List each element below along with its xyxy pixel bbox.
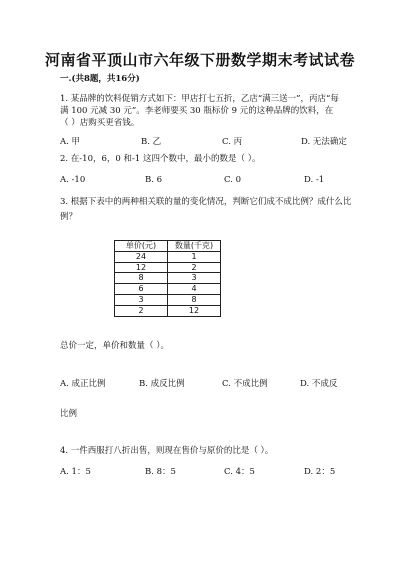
table-header-cell: 数量(千克) bbox=[168, 241, 221, 252]
table-cell: 8 bbox=[168, 294, 221, 305]
table-cell: 6 bbox=[115, 284, 168, 295]
table-row bbox=[115, 294, 221, 305]
question-1-option-a: A. 甲 bbox=[60, 137, 81, 147]
question-3-option-a: A. 成正比例 bbox=[60, 379, 106, 389]
question-4-option-d: D. 2：5 bbox=[304, 467, 336, 477]
table-row bbox=[115, 273, 221, 284]
question-4-text: 4. 一件西服打八折出售，则现在售价与原价的比是（ ）。 bbox=[60, 446, 274, 456]
section-heading: 一.(共8题，共16分) bbox=[60, 74, 140, 84]
table-cell: 8 bbox=[115, 273, 168, 284]
question-1-line-2: 满 100 元减 30 元”。李老师要买 30 瓶标价 9 元的这种品牌的饮料，在 bbox=[60, 106, 334, 116]
question-4-option-a: A. 1：5 bbox=[60, 467, 91, 477]
question-2-option-a: A. -10 bbox=[60, 175, 86, 185]
table-header-row bbox=[115, 241, 221, 252]
table-cell: 3 bbox=[168, 273, 221, 284]
question-1-option-b: B. 乙 bbox=[141, 137, 162, 147]
table-row bbox=[115, 262, 221, 273]
question-4-option-b: B. 8：5 bbox=[145, 467, 176, 477]
page-title: 河南省平顶山市六年级下册数学期末考试试卷 bbox=[44, 51, 355, 69]
table-cell: 4 bbox=[168, 284, 221, 295]
question-3-option-d-continuation: 比例 bbox=[60, 409, 78, 419]
question-3-option-d: D. 不成反 bbox=[300, 379, 338, 389]
question-2-option-d: D. -1 bbox=[304, 175, 325, 185]
question-2-text: 2. 在-10，6，0 和-1 这四个数中，最小的数是（ ）。 bbox=[60, 154, 261, 164]
table-cell: 2 bbox=[168, 262, 221, 273]
question-3-option-b: B. 成反比例 bbox=[139, 379, 185, 389]
question-1-option-d: D. 无法确定 bbox=[301, 137, 347, 147]
table-cell: 12 bbox=[168, 305, 221, 316]
question-3-line-1: 3. 根据下表中的两种相关联的量的变化情况，判断它们成不成比例？成什么比 bbox=[60, 197, 352, 207]
question-2-option-b: B. 6 bbox=[145, 175, 163, 185]
table-cell: 1 bbox=[168, 251, 221, 262]
table-cell: 24 bbox=[115, 251, 168, 262]
table-row bbox=[115, 251, 221, 262]
table-cell: 3 bbox=[115, 294, 168, 305]
question-1-option-c: C. 丙 bbox=[222, 137, 243, 147]
question-4-option-c: C. 4：5 bbox=[224, 467, 255, 477]
question-3-option-c: C. 不成比例 bbox=[222, 379, 268, 389]
question-1-line-3: （ ）店购买更省钱。 bbox=[60, 118, 140, 128]
question-2-option-c: C. 0 bbox=[224, 175, 242, 185]
table-cell: 12 bbox=[115, 262, 168, 273]
table-row bbox=[115, 284, 221, 295]
question-3-stem: 总价一定，单价和数量（ ）。 bbox=[60, 341, 169, 351]
table-row bbox=[115, 305, 221, 316]
question-1-line-1: 1. 某品牌的饮料促销方式如下：甲店打七五折，乙店“满三送一”，丙店“每 bbox=[60, 94, 339, 104]
price-quantity-table bbox=[114, 240, 221, 317]
table-header-cell: 单价(元) bbox=[115, 241, 168, 252]
table-cell: 2 bbox=[115, 305, 168, 316]
question-3-line-2: 例？ bbox=[60, 212, 78, 222]
